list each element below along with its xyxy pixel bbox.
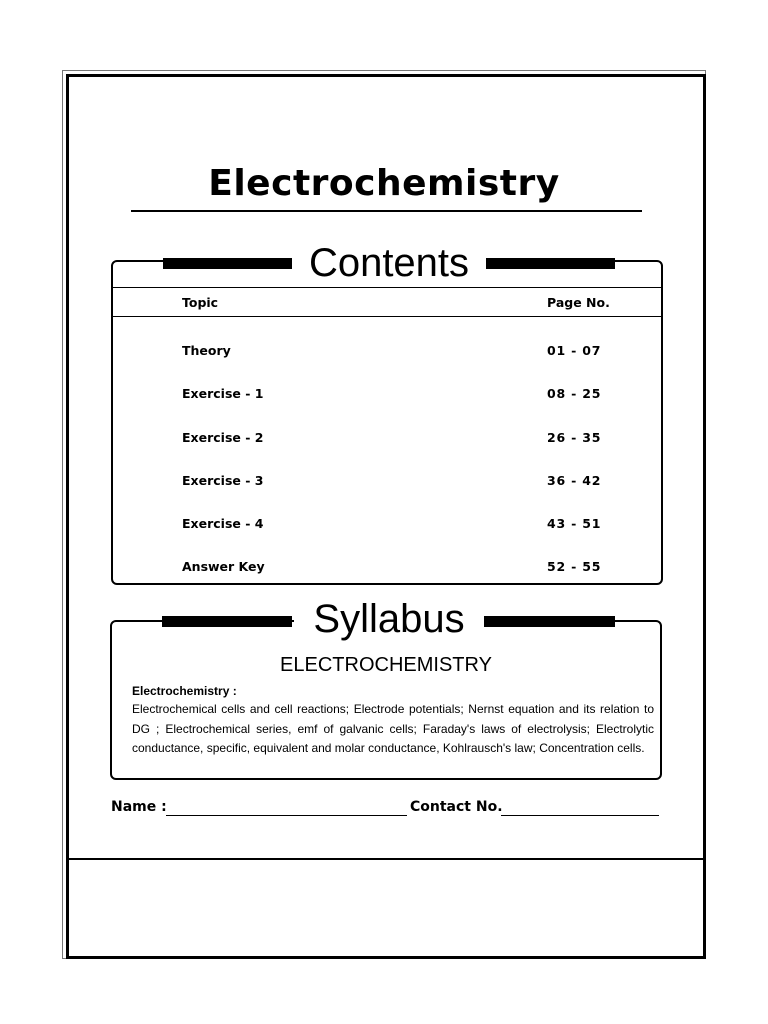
contact-field-line[interactable]: [501, 815, 659, 816]
syllabus-heading: Syllabus: [294, 596, 484, 642]
row-topic: Exercise - 4: [182, 516, 264, 531]
syllabus-heading-bar-right: [479, 616, 615, 627]
row-pages: 52 - 55: [547, 559, 602, 574]
row-pages: 36 - 42: [547, 473, 602, 488]
syllabus-subtitle: ELECTROCHEMISTRY: [280, 654, 492, 676]
contents-heading-bar-right: [479, 258, 615, 269]
syllabus-text: Electrochemical cells and cell reactions; Electrode potentials; Nernst equation and its relation to DG ; Electrochemical series, emf of galvanic cells; Faraday's laws of electrolysis; Electrolytic conductance, specific, equivalent and molar conductance, Kohlrausch's law; Concentration cells.: [132, 702, 654, 755]
title-underline: [131, 210, 642, 212]
row-pages: 01 - 07: [547, 343, 602, 358]
document-title: Electrochemistry: [208, 163, 560, 204]
contents-heading-bar-left: [163, 258, 293, 269]
table-header-bottom-rule: [113, 316, 661, 317]
row-topic: Exercise - 3: [182, 473, 264, 488]
syllabus-heading-bar-left: [162, 616, 292, 627]
name-field-line[interactable]: [166, 815, 407, 816]
name-label: Name :: [111, 799, 167, 815]
row-topic: Exercise - 1: [182, 386, 264, 401]
syllabus-topic-label: Electrochemistry :: [132, 684, 237, 698]
row-pages: 26 - 35: [547, 430, 602, 445]
column-header-page: Page No.: [547, 295, 610, 310]
contact-label: Contact No.: [410, 799, 503, 815]
contents-heading: Contents: [292, 240, 486, 286]
row-pages: 43 - 51: [547, 516, 602, 531]
row-topic: Exercise - 2: [182, 430, 264, 445]
table-header-top-rule: [113, 287, 661, 288]
row-topic: Theory: [182, 343, 231, 358]
row-pages: 08 - 25: [547, 386, 602, 401]
column-header-topic: Topic: [182, 295, 219, 310]
row-topic: Answer Key: [182, 559, 265, 574]
footer-divider: [66, 858, 706, 860]
